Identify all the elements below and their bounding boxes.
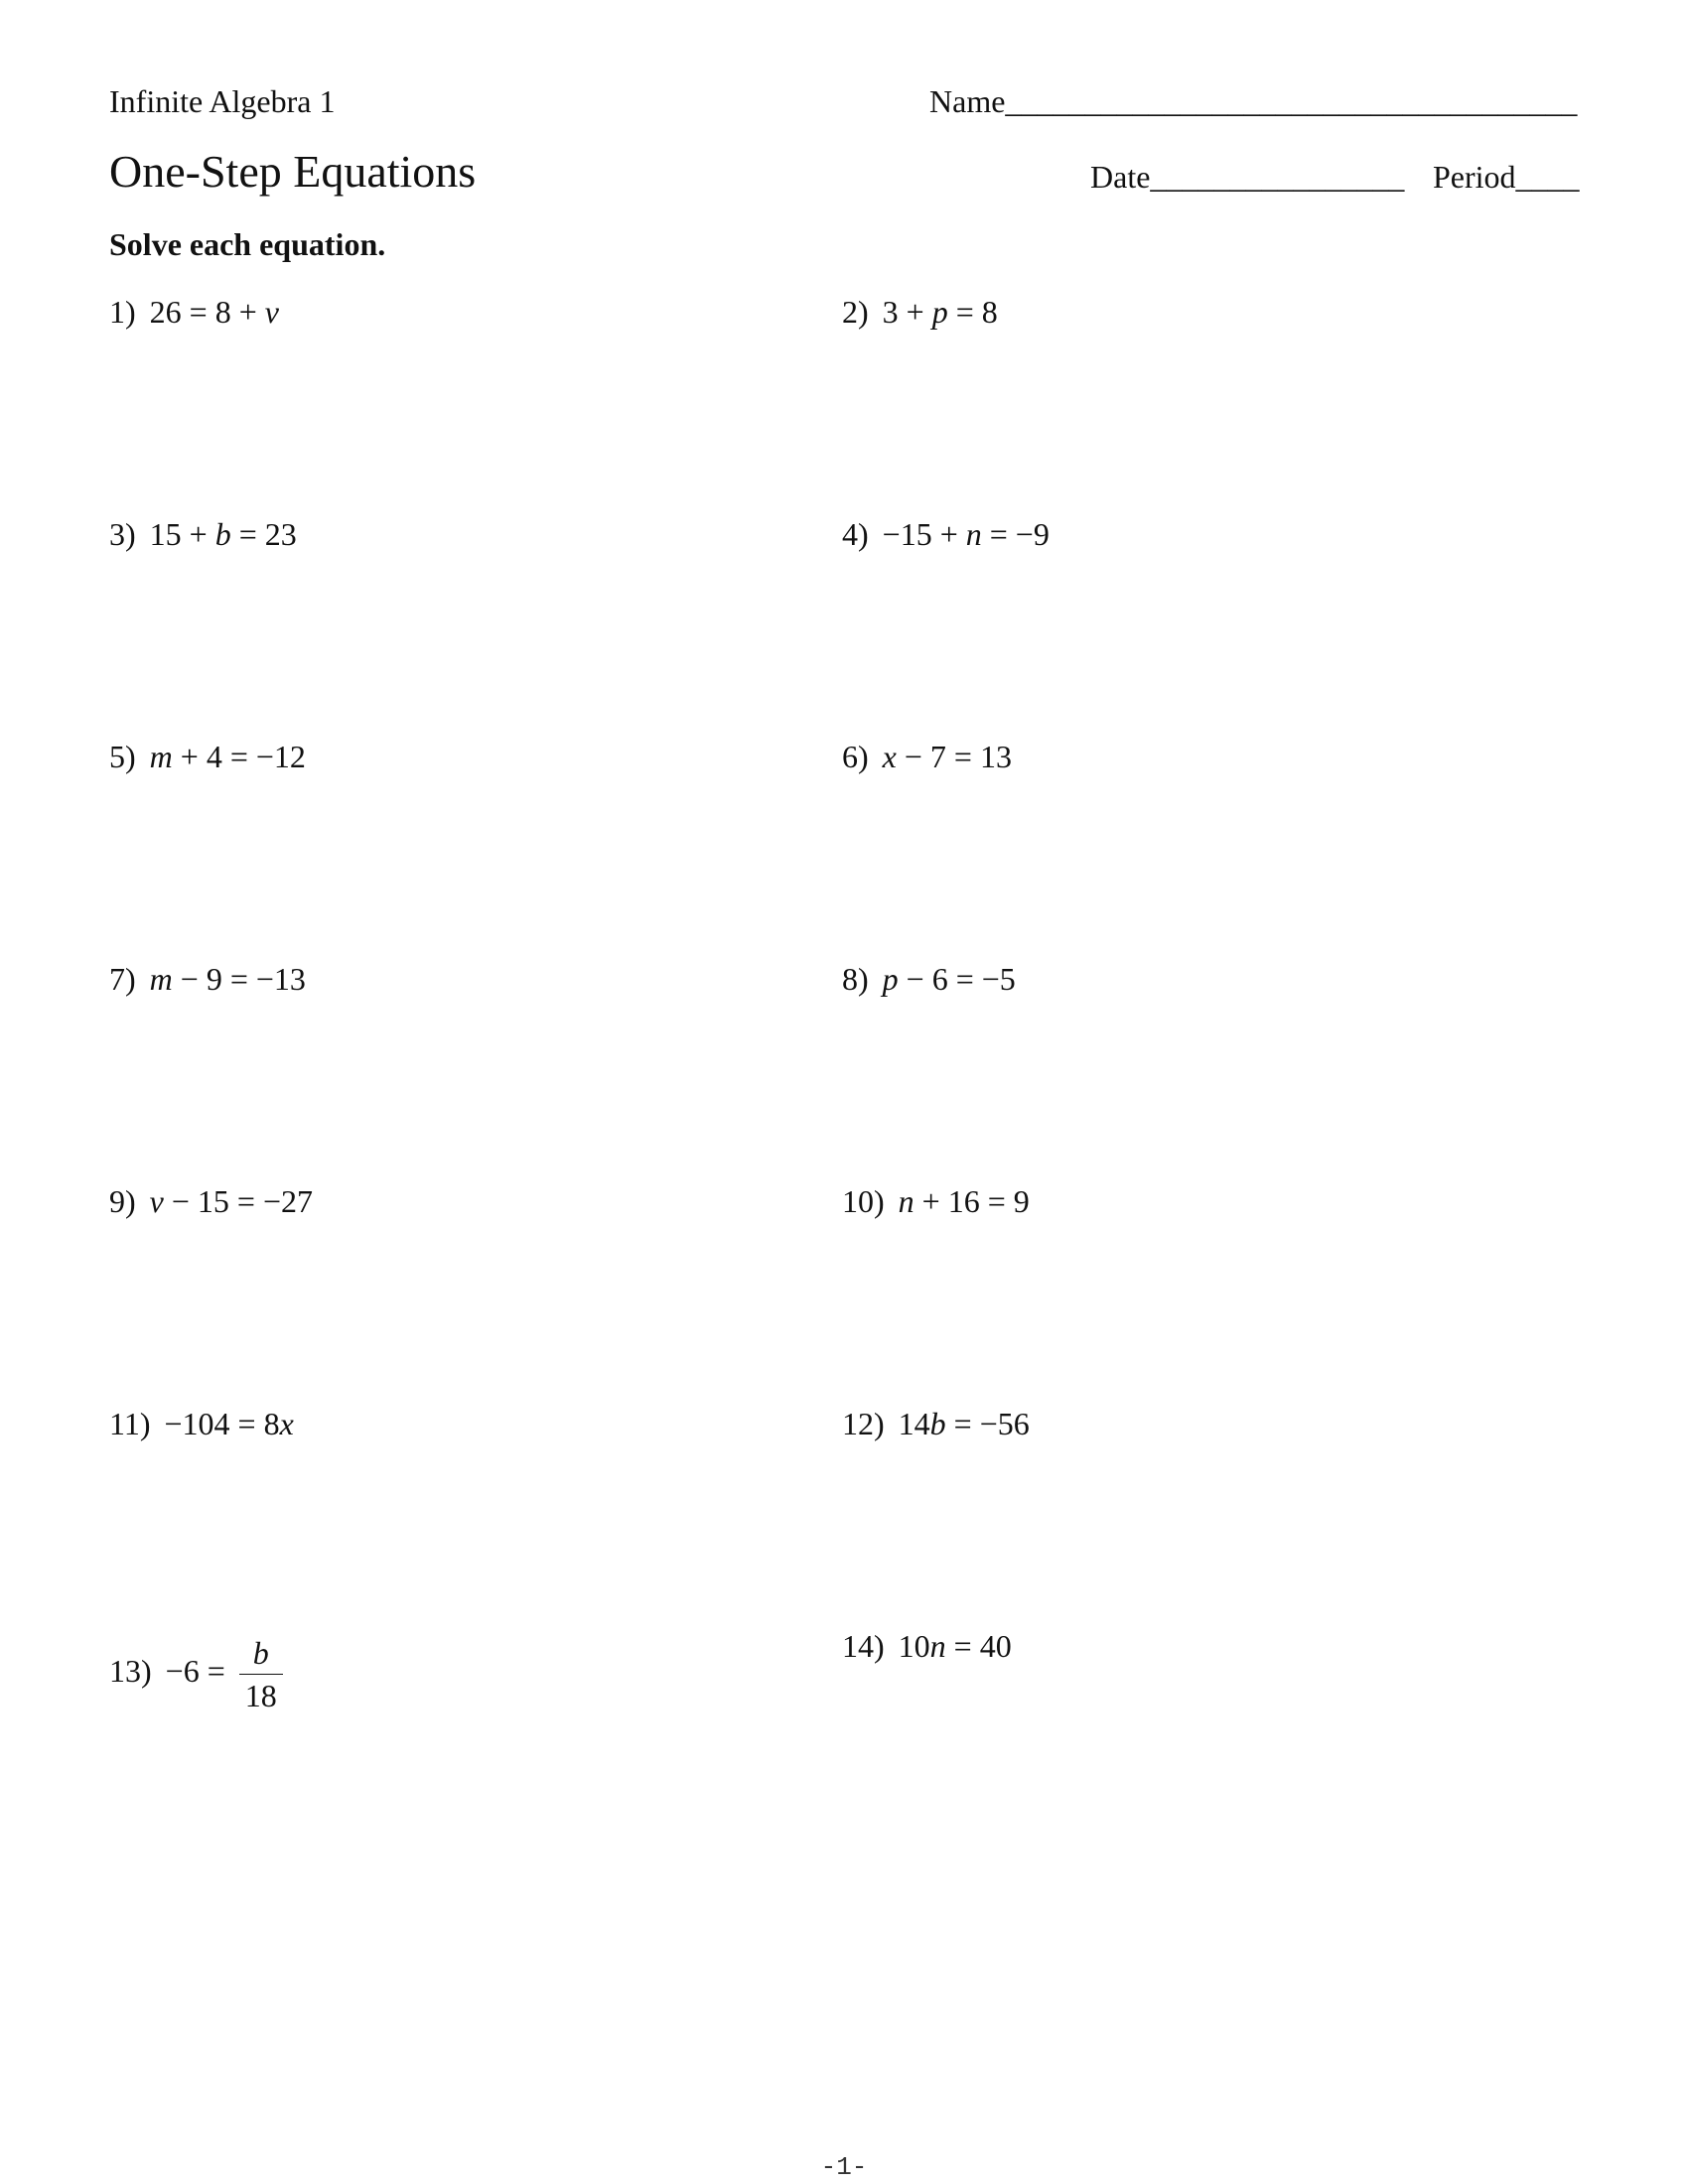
problem-number: 3) (109, 516, 136, 552)
equation-variable: m (149, 961, 173, 997)
page-number: -1- (820, 2152, 868, 2182)
equation (883, 516, 1050, 552)
problem-2 (842, 294, 998, 331)
equation (150, 961, 306, 997)
equation-text: 14 (898, 1406, 930, 1441)
equation-variable: b (214, 516, 231, 552)
equation-text: 15 + (149, 516, 215, 552)
equation-variable: b (929, 1406, 946, 1441)
equation-variable: n (929, 1628, 946, 1664)
equation-text: − 7 = 13 (896, 739, 1012, 774)
equation-text: = −56 (945, 1406, 1030, 1441)
date-label: Date (1090, 159, 1151, 195)
equation-text: = 23 (230, 516, 297, 552)
instructions: Solve each equation. (109, 226, 386, 262)
worksheet-title: One-Step Equations (109, 146, 477, 197)
problem-number: 13) (109, 1652, 152, 1689)
equation-variable: n (898, 1183, 914, 1219)
equation (150, 294, 279, 330)
name-blank: ____________________________________ (1005, 83, 1578, 119)
equation (899, 1406, 1030, 1441)
equation (883, 739, 1012, 774)
period-label: Period (1433, 159, 1516, 195)
equation-variable: v (149, 1183, 164, 1219)
period-blank: ____ (1515, 159, 1580, 195)
date-blank: ________________ (1150, 159, 1405, 195)
problem-1 (109, 294, 279, 331)
fraction (239, 1632, 283, 1716)
equation-text: = 40 (945, 1628, 1012, 1664)
equation-variable: v (264, 294, 279, 330)
equation-text: 10 (898, 1628, 930, 1664)
name-label: Name (929, 83, 1006, 119)
equation (883, 294, 998, 330)
equation-text: −15 + (882, 516, 966, 552)
equation-text: + 4 = −12 (172, 739, 306, 774)
problem-number: 14) (842, 1628, 885, 1664)
equation-variable: x (882, 739, 897, 774)
fraction-numerator: b (252, 1635, 269, 1671)
equation (883, 961, 1016, 997)
problem-number: 8) (842, 961, 869, 997)
equation-text: − 6 = −5 (898, 961, 1016, 997)
problem-9 (109, 1183, 313, 1220)
equation-text: + 16 = 9 (914, 1183, 1030, 1219)
equation-variable: p (931, 294, 948, 330)
problem-3 (109, 516, 297, 553)
equation-text: = 8 (947, 294, 998, 330)
problem-13 (109, 1632, 283, 1716)
equation-variable: p (882, 961, 899, 997)
problem-number: 9) (109, 1183, 136, 1219)
period-field (1433, 159, 1580, 196)
course-name: Infinite Algebra 1 (109, 83, 336, 119)
problem-number: 12) (842, 1406, 885, 1441)
equation (899, 1183, 1030, 1219)
date-field (1090, 159, 1404, 196)
problem-5 (109, 739, 306, 775)
problem-4 (842, 516, 1050, 553)
equation-text: − 9 = −13 (172, 961, 306, 997)
equation-variable: x (279, 1406, 294, 1441)
problem-number: 10) (842, 1183, 885, 1219)
problem-11 (109, 1406, 294, 1442)
problem-number: 1) (109, 294, 136, 330)
equation-text: 26 = 8 + (149, 294, 265, 330)
equation (165, 1635, 283, 1713)
equation (150, 739, 306, 774)
equation-text: −104 = 8 (164, 1406, 280, 1441)
name-field (929, 83, 1577, 120)
fraction-denominator: 18 (244, 1678, 277, 1713)
problem-14 (842, 1628, 1012, 1665)
equation-text: −6 = (165, 1652, 233, 1689)
problem-number: 11) (109, 1406, 151, 1441)
problem-12 (842, 1406, 1030, 1442)
equation (150, 1183, 313, 1219)
problem-7 (109, 961, 306, 998)
equation-text: 3 + (882, 294, 932, 330)
problem-number: 2) (842, 294, 869, 330)
equation-variable: m (149, 739, 173, 774)
problem-10 (842, 1183, 1030, 1220)
problem-number: 4) (842, 516, 869, 552)
problem-number: 7) (109, 961, 136, 997)
equation-text: = −9 (981, 516, 1050, 552)
problem-number: 5) (109, 739, 136, 774)
equation-text: − 15 = −27 (163, 1183, 313, 1219)
equation (899, 1628, 1012, 1664)
equation (164, 1406, 293, 1441)
equation-variable: n (965, 516, 982, 552)
problem-6 (842, 739, 1012, 775)
problem-8 (842, 961, 1016, 998)
problem-number: 6) (842, 739, 869, 774)
equation (150, 516, 297, 552)
